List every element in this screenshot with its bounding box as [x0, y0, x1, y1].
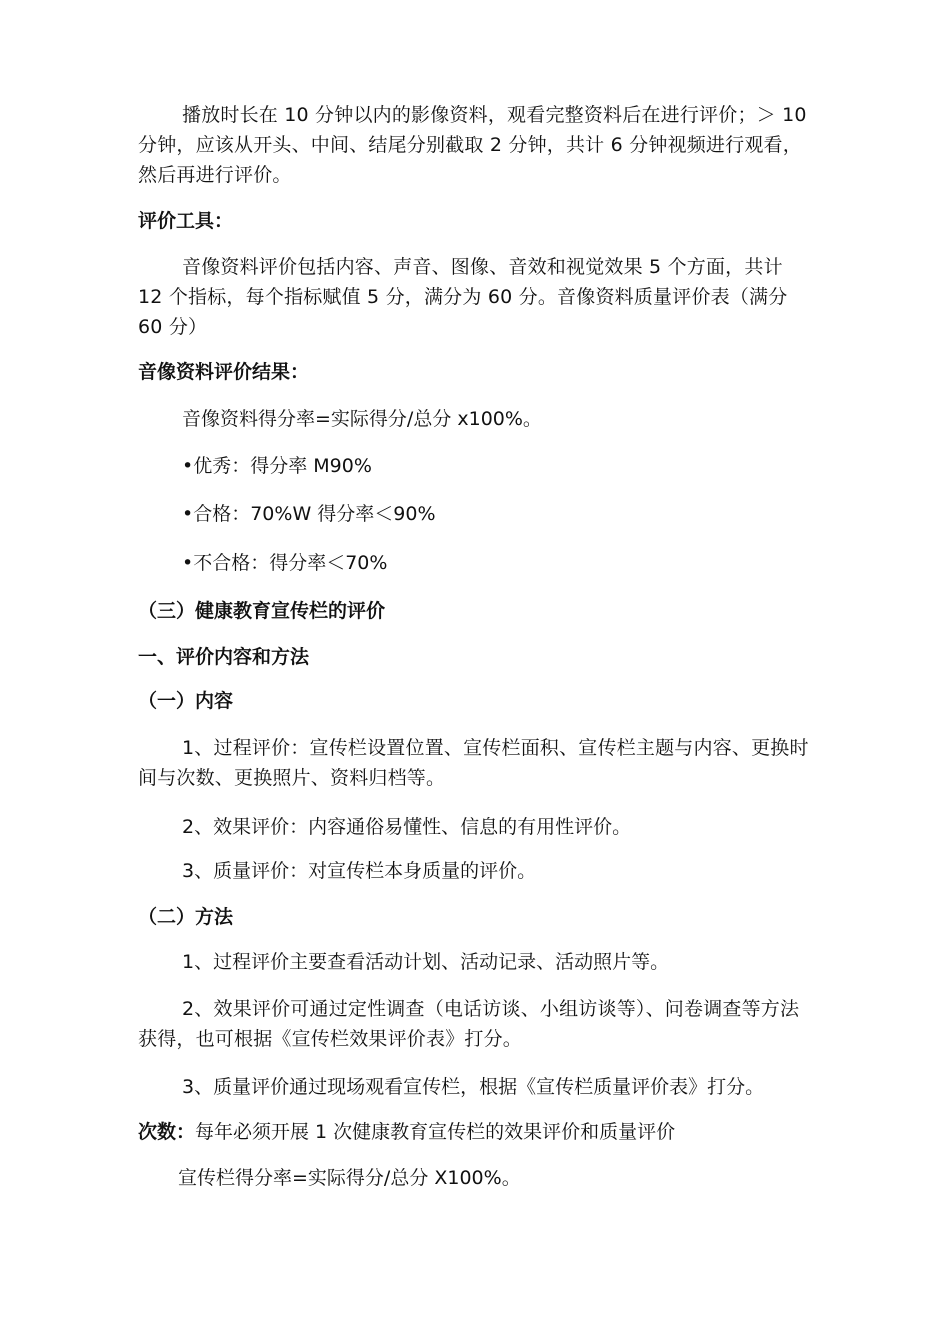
formula-av-score-rate: 音像资料得分率=实际得分/总分 x100%。	[182, 408, 542, 430]
bullet-unqualified: •不合格：得分率＜70%	[182, 552, 388, 574]
frequency-line	[138, 1117, 818, 1147]
paragraph-method-process: 1、过程评价主要查看活动计划、活动记录、活动照片等。	[182, 951, 670, 973]
paragraph-method-quality: 3、质量评价通过现场观看宣传栏，根据《宣传栏质量评价表》打分。	[182, 1076, 765, 1098]
heading-method: （二）方法	[138, 906, 234, 928]
frequency-text: 每年必须开展 1 次健康教育宣传栏的效果评价和质量评价	[195, 1121, 676, 1143]
heading-content: （一）内容	[138, 690, 234, 712]
heading-bulletin-evaluation: （三）健康教育宣传栏的评价	[138, 600, 386, 622]
formula-bulletin-score-rate: 宣传栏得分率=实际得分/总分 X100%。	[178, 1167, 521, 1189]
paragraph-process-evaluation: 1、过程评价：宣传栏设置位置、宣传栏面积、宣传栏主题与内容、更换时间与次数、更换照片、资料归档等。	[138, 737, 809, 789]
frequency-label: 次数：	[138, 1121, 196, 1143]
heading-evaluation-tool: 评价工具：	[138, 210, 234, 232]
bullet-qualified: •合格：70%W 得分率＜90%	[182, 503, 436, 525]
paragraph-video-duration: 播放时长在 10 分钟以内的影像资料，观看完整资料后在进行评价；＞ 10 分钟，应该从开头、中间、结尾分别截取 2 分钟，共计 6 分钟视频进行观看，然后再进行评价。	[138, 104, 807, 186]
paragraph-effect-evaluation: 2、效果评价：内容通俗易懂性、信息的有用性评价。	[182, 816, 632, 838]
heading-content-and-method: 一、评价内容和方法	[138, 646, 310, 668]
paragraph-method-effect: 2、效果评价可通过定性调查（电话访谈、小组访谈等）、问卷调查等方法获得，也可根据《宣传栏效果评价表》打分。	[138, 998, 800, 1050]
heading-av-result: 音像资料评价结果：	[138, 361, 310, 383]
paragraph-av-evaluation: 音像资料评价包括内容、声音、图像、音效和视觉效果 5 个方面，共计 12 个指标，每个指标赋值 5 分，满分为 60 分。音像资料质量评价表（满分 60 分）	[138, 256, 788, 338]
paragraph-quality-evaluation: 3、质量评价：对宣传栏本身质量的评价。	[182, 860, 537, 882]
bullet-excellent: •优秀：得分率 M90%	[182, 455, 372, 477]
